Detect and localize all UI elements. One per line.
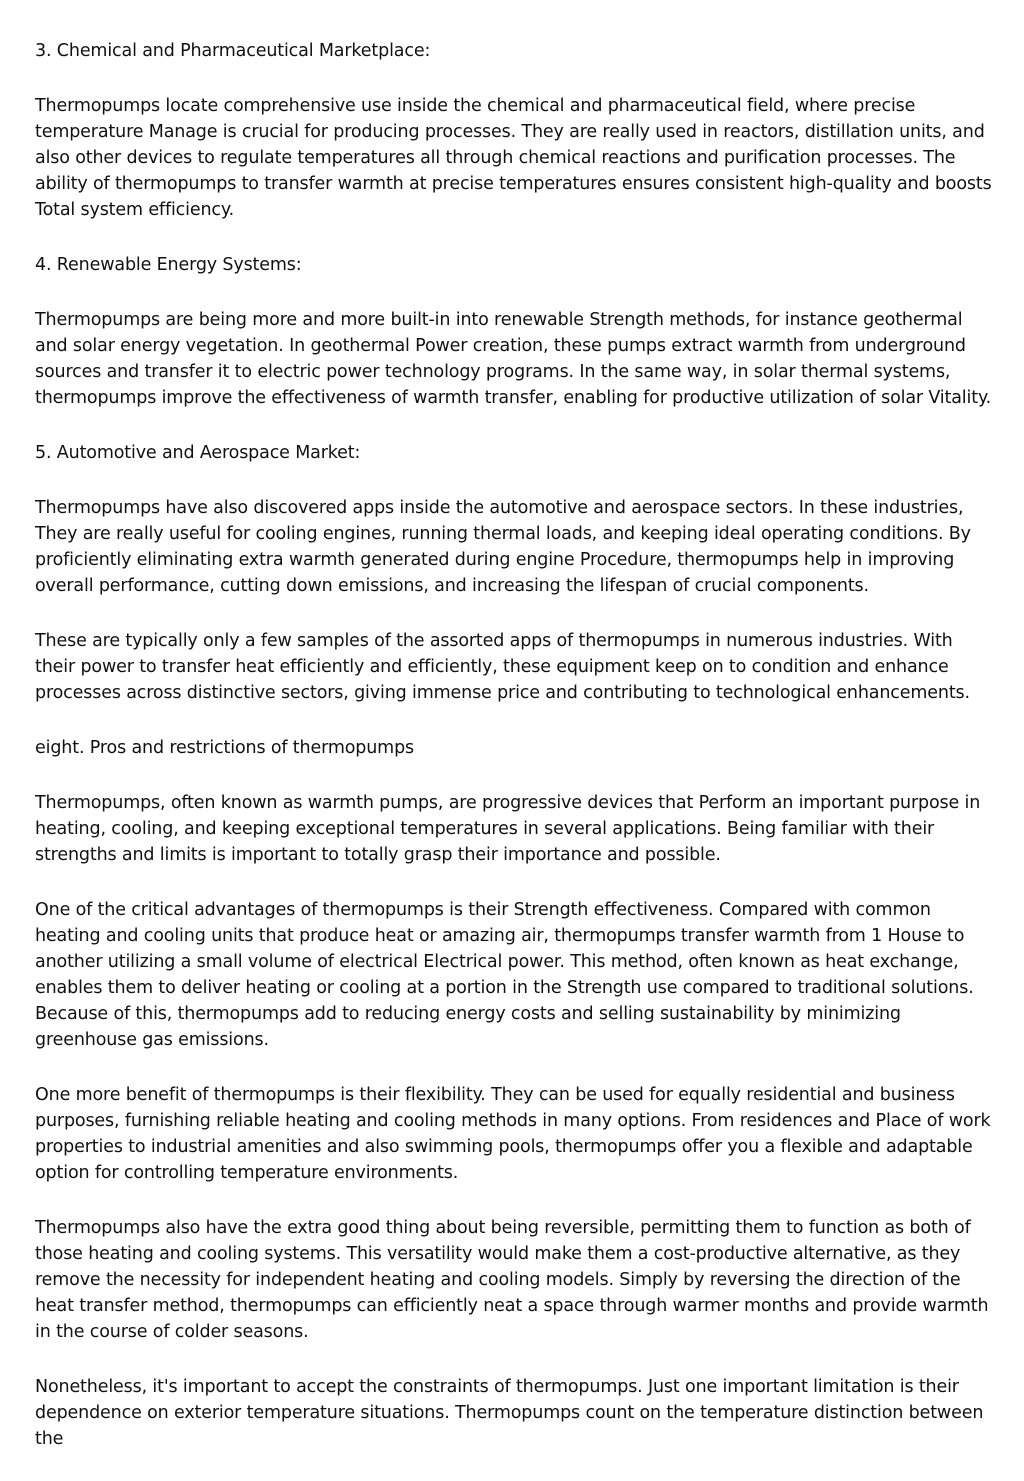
paragraph-reversible: Thermopumps also have the extra good thing about being reversible, permitting them to function as both of those heating and cooling systems. This versatility would make them a cost-productive alternative, as they remove the necessity for independent heating and cooling models. Simply by reversing the direction of the heat transfer method, thermopumps can efficiently neat a space through warmer months and provide warmth in the course of colder seasons. <box>35 1218 989 1342</box>
section-heading-chemical-pharmaceutical: 3. Chemical and Pharmaceutical Marketplace: <box>35 41 431 61</box>
paragraph-constraints: Nonetheless, it's important to accept the constraints of thermopumps. Just one important limitation is their dependence on exterior temperature situations. Thermopumps count on the temperature distinction between the <box>35 1377 984 1449</box>
paragraph-intro-heat-pumps: Thermopumps, often known as warmth pumps, are progressive devices that Perform an important purpose in heating, cooling, and keeping exceptional temperatures in several applications. Being familiar with their strengths and limits is important to totally grasp their importance and possible. <box>35 793 981 865</box>
section-heading-pros-restrictions: eight. Pros and restrictions of thermopumps <box>35 738 414 758</box>
paragraph-summary: These are typically only a few samples of the assorted apps of thermopumps in numerous industries. With their power to transfer heat efficiently and efficiently, these equipment keep on to condition and enhance processes across distinctive sectors, giving immense price and contributing to technological enhancements. <box>35 631 970 703</box>
paragraph-flexibility: One more benefit of thermopumps is their flexibility. They can be used for equally residential and business purposes, furnishing reliable heating and cooling methods in many options. From residences and Place of work properties to industrial amenities and also swimming pools, thermopumps offer you a flexible and adaptable option for controlling temperature environments. <box>35 1085 991 1183</box>
paragraph-renewable-energy: Thermopumps are being more and more built-in into renewable Strength methods, for instance geothermal and solar energy vegetation. In geothermal Power creation, these pumps extract warmth from underground sources and transfer it to electric power technology programs. In the same way, in solar thermal systems, thermopumps improve the effectiveness of warmth transfer, enabling for productive utilization of solar Vitality. <box>35 310 992 408</box>
section-heading-renewable-energy: 4. Renewable Energy Systems: <box>35 255 302 275</box>
section-heading-automotive-aerospace: 5. Automotive and Aerospace Market: <box>35 443 361 463</box>
paragraph-automotive-aerospace: Thermopumps have also discovered apps inside the automotive and aerospace sectors. In these industries, They are really useful for cooling engines, running thermal loads, and keeping ideal operating conditions. By proficiently eliminating extra warmth generated during engine Procedure, thermopumps help in improving overall performance, cutting down emissions, and increasing the lifespan of crucial components. <box>35 498 971 596</box>
document-body <box>35 38 995 1481</box>
paragraph-energy-effectiveness: One of the critical advantages of thermopumps is their Strength effectiveness. Compared with common heating and cooling units that produce heat or amazing air, thermopumps transfer warmth from 1 House to another utilizing a small volume of electrical Electrical power. This method, often known as heat exchange, enables them to deliver heating or cooling at a portion in the Strength use compared to traditional solutions. Because of this, thermopumps add to reducing energy costs and selling sustainability by minimizing greenhouse gas emissions. <box>35 900 974 1050</box>
paragraph-chemical-pharmaceutical: Thermopumps locate comprehensive use inside the chemical and pharmaceutical field, where precise temperature Manage is crucial for producing processes. They are really used in reactors, distillation units, and also other devices to regulate temperatures all through chemical reactions and purification processes. The ability of thermopumps to transfer warmth at precise temperatures ensures consistent high-quality and boosts Total system efficiency. <box>35 96 992 220</box>
